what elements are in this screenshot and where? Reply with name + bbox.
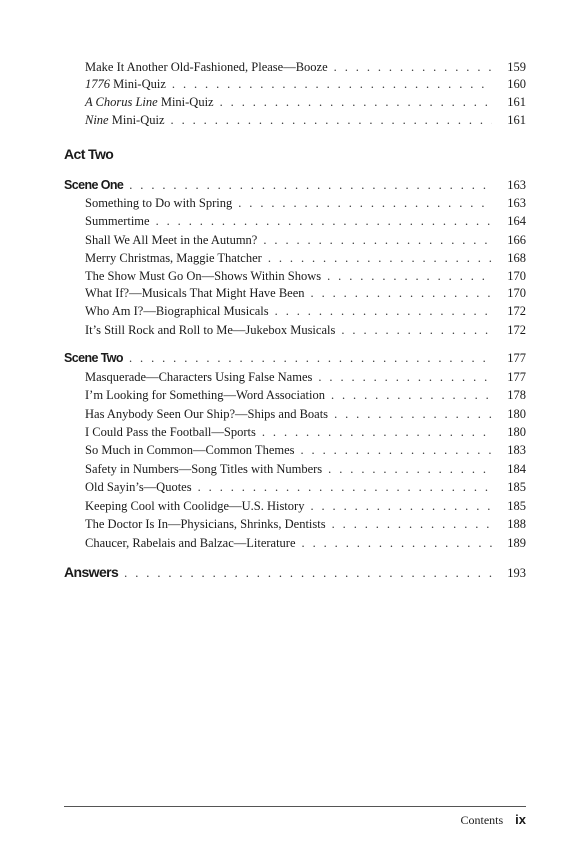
entry-page: 170 bbox=[507, 269, 526, 283]
entry-page: 185 bbox=[507, 499, 526, 513]
entry-title: Merry Christmas, Maggie Thatcher bbox=[85, 251, 262, 265]
entry-page: 183 bbox=[507, 443, 526, 457]
entry-title: It’s Still Rock and Roll to Me—Jukebox Musicals bbox=[85, 323, 336, 337]
entry-page: 180 bbox=[507, 425, 526, 439]
leader-dots bbox=[268, 250, 492, 266]
entry-title-italic: A Chorus Line bbox=[85, 95, 158, 109]
entry-title: Safety in Numbers—Song Titles with Numbers bbox=[85, 462, 323, 476]
entry-page: 188 bbox=[507, 517, 526, 531]
leader-dots bbox=[263, 232, 492, 248]
entry-page: 160 bbox=[507, 77, 526, 91]
entry-title bbox=[85, 112, 165, 128]
leader-dots bbox=[171, 112, 492, 128]
toc-entry bbox=[85, 406, 526, 422]
answers-title: Answers bbox=[64, 564, 119, 580]
toc-entry bbox=[85, 268, 526, 284]
entry-page: 172 bbox=[507, 304, 526, 318]
toc-entry bbox=[85, 303, 526, 319]
entry-page: 163 bbox=[507, 178, 526, 192]
scene-heading bbox=[64, 350, 526, 366]
entry-title: So Much in Common—Common Themes bbox=[85, 443, 295, 457]
leader-dots bbox=[310, 498, 492, 514]
leader-dots bbox=[334, 406, 492, 422]
entry-title-rest: Mini-Quiz bbox=[157, 95, 214, 109]
leader-dots bbox=[156, 213, 492, 229]
entry-page: 177 bbox=[507, 351, 526, 365]
leader-dots bbox=[124, 565, 492, 581]
scene-title: Scene Two bbox=[64, 351, 123, 365]
toc-entry bbox=[85, 232, 526, 248]
toc-entry bbox=[85, 285, 526, 301]
leader-dots bbox=[318, 369, 492, 385]
toc-entry bbox=[85, 442, 526, 458]
entry-title: Make It Another Old-Fashioned, Please—Booze bbox=[85, 60, 328, 74]
entry-page: 178 bbox=[507, 388, 526, 402]
leader-dots bbox=[301, 442, 493, 458]
entry-page: 170 bbox=[507, 286, 526, 300]
entry-page: 177 bbox=[507, 370, 526, 384]
entry-page: 159 bbox=[507, 60, 526, 74]
entry-page: 180 bbox=[507, 407, 526, 421]
entry-page: 164 bbox=[507, 214, 526, 228]
leader-dots bbox=[334, 59, 492, 75]
leader-dots bbox=[262, 424, 492, 440]
entry-title bbox=[85, 94, 214, 110]
footer-section-label: Contents bbox=[460, 813, 504, 827]
toc-entry bbox=[85, 59, 526, 75]
entry-title: Old Sayin’s—Quotes bbox=[85, 480, 192, 494]
leader-dots bbox=[275, 303, 492, 319]
entry-page: 185 bbox=[507, 480, 526, 494]
entry-title: Has Anybody Seen Our Ship?—Ships and Boats bbox=[85, 407, 329, 421]
toc-entry bbox=[85, 76, 526, 92]
toc-entry bbox=[85, 195, 526, 211]
entry-title: Keeping Cool with Coolidge—U.S. History bbox=[85, 499, 305, 513]
entry-page: 189 bbox=[507, 536, 526, 550]
act-heading: Act Two bbox=[64, 146, 114, 162]
scene-title: Scene One bbox=[64, 178, 124, 192]
toc-entry bbox=[85, 369, 526, 385]
footer-rule bbox=[64, 806, 526, 807]
leader-dots bbox=[129, 177, 492, 193]
entry-page: 168 bbox=[507, 251, 526, 265]
toc-entry bbox=[85, 213, 526, 229]
entry-title: Shall We All Meet in the Autumn? bbox=[85, 233, 258, 247]
toc-entry bbox=[85, 322, 526, 338]
entry-title: The Doctor Is In—Physicians, Shrinks, Dentists bbox=[85, 517, 326, 531]
toc-entry bbox=[85, 461, 526, 477]
entry-page: 161 bbox=[507, 113, 526, 127]
scene-heading bbox=[64, 177, 526, 193]
entry-title bbox=[85, 76, 166, 92]
entry-title: Summertime bbox=[85, 214, 150, 228]
entry-title: Masquerade—Characters Using False Names bbox=[85, 370, 313, 384]
entry-title: I’m Looking for Something—Word Association bbox=[85, 388, 325, 402]
leader-dots bbox=[327, 268, 492, 284]
leader-dots bbox=[311, 285, 492, 301]
entry-page: 161 bbox=[507, 95, 526, 109]
toc-entry bbox=[85, 498, 526, 514]
entry-page: 166 bbox=[507, 233, 526, 247]
leader-dots bbox=[341, 322, 492, 338]
entry-title: I Could Pass the Football—Sports bbox=[85, 425, 256, 439]
toc-entry bbox=[85, 250, 526, 266]
entry-title: Who Am I?—Biographical Musicals bbox=[85, 304, 269, 318]
entry-title: Something to Do with Spring bbox=[85, 196, 233, 210]
leader-dots bbox=[220, 94, 492, 110]
entry-title: The Show Must Go On—Shows Within Shows bbox=[85, 269, 322, 283]
entry-page: 172 bbox=[507, 323, 526, 337]
page-footer bbox=[64, 812, 526, 828]
leader-dots bbox=[302, 535, 492, 551]
toc-entry bbox=[85, 424, 526, 440]
entry-title-rest: Mini-Quiz bbox=[110, 77, 166, 91]
toc-entry bbox=[85, 535, 526, 551]
leader-dots bbox=[331, 387, 492, 403]
entry-page: 184 bbox=[507, 462, 526, 476]
answers-heading bbox=[64, 564, 526, 580]
entry-title-italic: 1776 bbox=[85, 77, 110, 91]
leader-dots bbox=[332, 516, 492, 532]
leader-dots bbox=[198, 479, 492, 495]
page-folio: ix bbox=[515, 812, 526, 827]
toc-entry bbox=[85, 516, 526, 532]
leader-dots bbox=[328, 461, 492, 477]
entry-title: What If?—Musicals That Might Have Been bbox=[85, 286, 305, 300]
entry-title: Chaucer, Rabelais and Balzac—Literature bbox=[85, 536, 296, 550]
toc-entry bbox=[85, 479, 526, 495]
entry-page: 163 bbox=[507, 196, 526, 210]
entry-page: 193 bbox=[507, 566, 526, 580]
leader-dots bbox=[238, 195, 492, 211]
leader-dots bbox=[172, 76, 492, 92]
leader-dots bbox=[129, 350, 492, 366]
entry-title-rest: Mini-Quiz bbox=[108, 113, 165, 127]
toc-entry bbox=[85, 94, 526, 110]
toc-entry bbox=[85, 387, 526, 403]
entry-title-italic: Nine bbox=[85, 113, 109, 127]
toc-entry bbox=[85, 112, 526, 128]
